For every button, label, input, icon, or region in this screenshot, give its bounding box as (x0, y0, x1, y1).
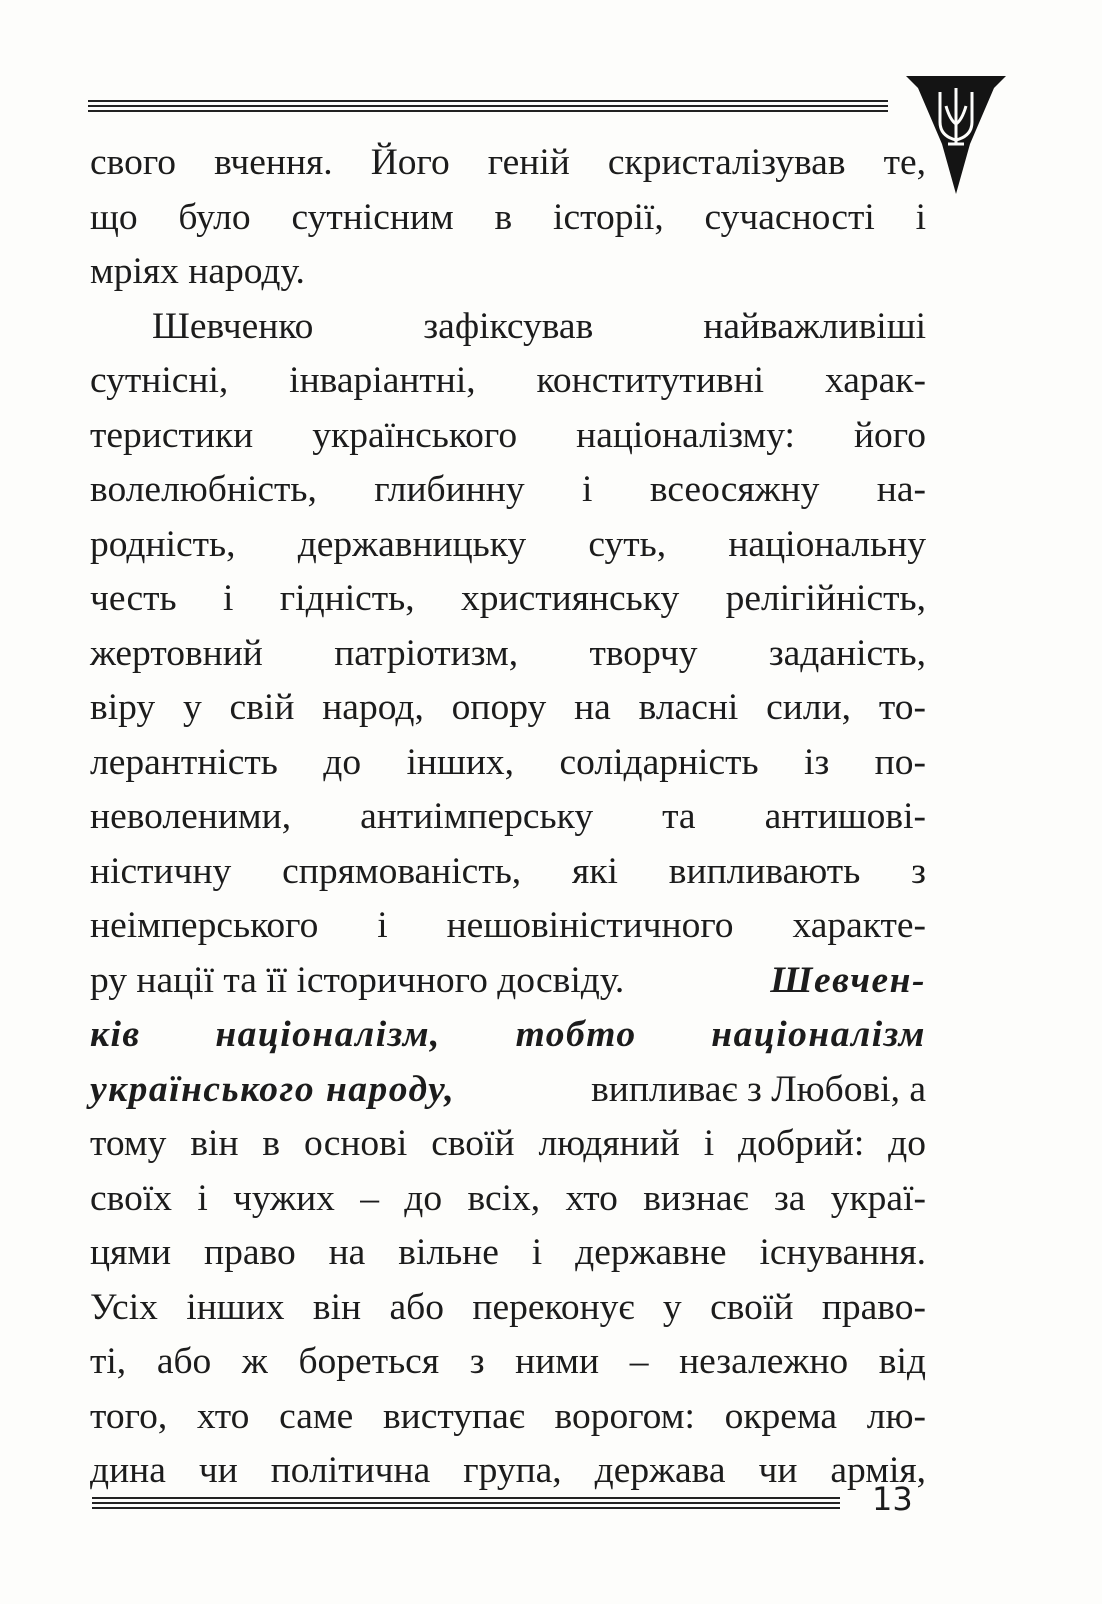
text-line: ті, або ж бореться з ними – незалежно від (90, 1341, 926, 1382)
text-line: віру у свій народ, опору на власні сили, то- (90, 687, 926, 728)
emphasis-text: Шевчен- (770, 959, 926, 1001)
text-line: тому він в основі своїй людяний і добрий: до (90, 1123, 926, 1164)
page-number: 13 (872, 1480, 913, 1518)
text-line: волелюбність, глибинну і всеосяжну на- (90, 469, 926, 510)
text-line: родність, державницьку суть, національну (90, 523, 926, 565)
text-line: сутнісні, інваріантні, конститутивні харак- (90, 360, 926, 401)
text-line: ністичну спрямованість, які випливають з (90, 850, 926, 892)
text-line: дина чи політична група, держава чи армія, (90, 1450, 926, 1491)
text-line: своїх і чужих – до всіх, хто визнає за украї- (90, 1177, 926, 1219)
text-line (90, 954, 926, 1009)
text-line: Усіх інших він або переконує у своїй право- (90, 1286, 926, 1328)
text-line: жертовний патріотизм, творчу заданість, (90, 632, 926, 674)
text-line (90, 1063, 926, 1118)
text-line: лерантність до інших, солідарність із по- (90, 741, 926, 783)
text-line: мріях народу. (90, 251, 305, 292)
text-line: Шевченко зафіксував найважливіші (152, 305, 926, 347)
text-line: теристики українського націоналізму: його (90, 414, 926, 456)
header-rule (88, 100, 888, 112)
emphasis-line: ків націоналізм, тобто націоналізм (90, 1014, 926, 1055)
text-line: честь і гідність, християнську релігійність, (90, 578, 926, 619)
text-line-regular: випливає з Любові, а (591, 1068, 926, 1110)
text-line: неволеними, антиімперську та антишові- (90, 796, 926, 837)
emphasis-text: українського народу, (90, 1068, 456, 1110)
text-line: неімперського і нешовіністичного характе- (90, 905, 926, 946)
text-line: цями право на вільне і державне існування. (90, 1232, 926, 1273)
footer-rule (92, 1497, 840, 1509)
text-line: того, хто саме виступає ворогом: окрема лю- (90, 1395, 926, 1437)
text-line: свого вчення. Його геній скристалізував те, (90, 142, 926, 183)
body-text (90, 136, 926, 1499)
text-line: що було сутнісним в історії, сучасності і (90, 196, 926, 238)
text-line-regular: ру нації та її історичного досвіду. (90, 959, 625, 1001)
